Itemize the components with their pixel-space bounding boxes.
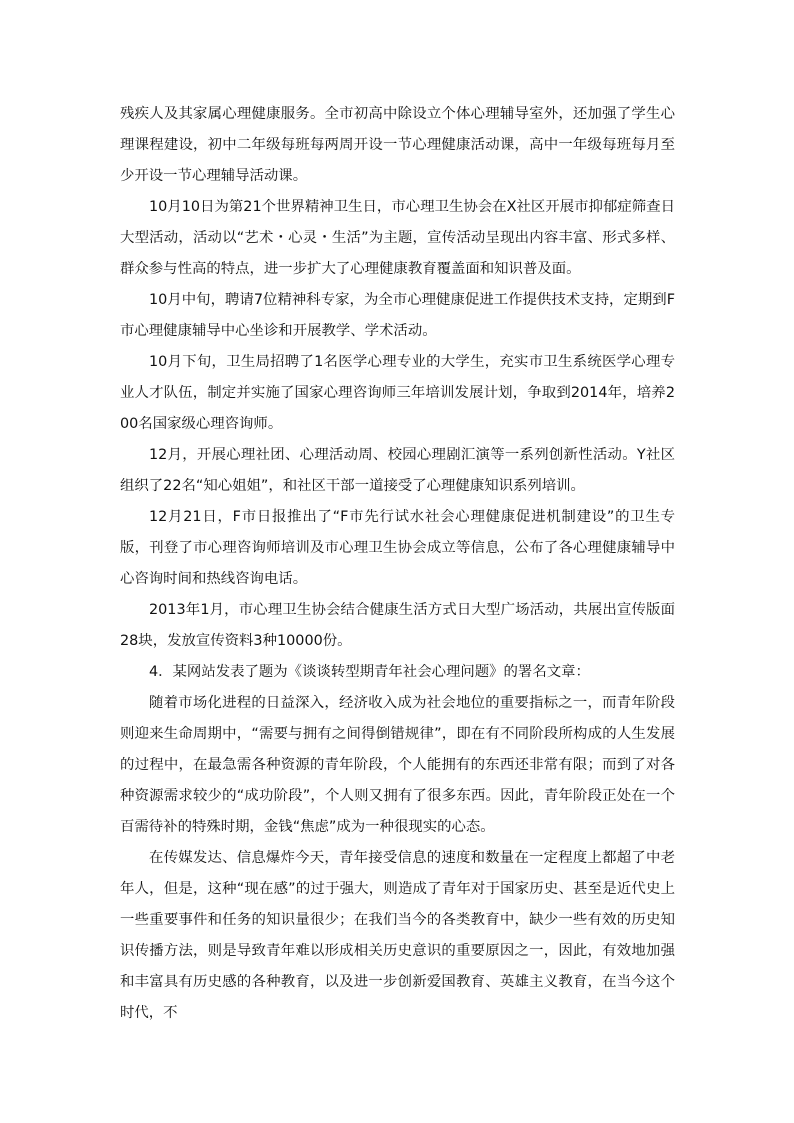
paragraph-2013-jan: 2013年1月，市心理卫生协会结合健康生活方式日大型广场活动，共展出宣传版面28块，发放宣传资料3种10000份。 <box>120 602 675 649</box>
section-heading-4: 4．某网站发表了题为《谈谈转型期青年社会心理问题》的署名文章： <box>149 664 590 680</box>
paragraph-oct-late: 10月下旬，卫生局招聘了1名医学心理专业的大学生，充实市卫生系统医学心理专业人才队伍，制定并实施了国家心理咨询师三年培训发展计划，争取到2014年，培养200名国家级心理咨询师。 <box>120 354 675 432</box>
paragraph-continued: 残疾人及其家属心理健康服务。全市初高中除设立个体心理辅导室外，还加强了学生心理课程建设，初中二年级每班每两周开设一节心理健康活动课，高中一年级每班每月至少开设一节心理辅导活动课。 <box>120 106 675 184</box>
paragraph-oct-mid: 10月中旬，聘请7位精神科专家，为全市心理健康促进工作提供技术支持，定期到F市心理健康辅导中心坐诊和开展教学、学术活动。 <box>120 292 675 339</box>
paragraph-dec: 12月，开展心理社团、心理活动周、校园心理剧汇演等一系列创新性活动。Y社区组织了22名“知心姐姐”，和社区干部一道接受了心理健康知识系列培训。 <box>120 447 675 494</box>
paragraph-article-2: 在传媒发达、信息爆炸今天，青年接受信息的速度和数量在一定程度上都超了中老年人，但是，这种“现在感”的过于强大，则造成了青年对于国家历史、甚至是近代史上一些重要事件和任务的知识量很少；在我们当今的各类教育中，缺少一些有效的历史知识传播方法，则是导致青年难以形成相关历史意识的重要原因之一，因此，有效地加强和丰富具有历史感的各种教育，以及进一步创新爱国教育、英雄主义教育，在当今这个时代，不 <box>120 850 675 1021</box>
document-body <box>120 99 675 1029</box>
paragraph-dec-21: 12月21日，F市日报推出了“F市先行试水社会心理健康促进机制建设”的卫生专版，刊登了市心理咨询师培训及市心理卫生协会成立等信息，公布了各心理健康辅导中心咨询时间和热线咨询电话。 <box>120 509 675 587</box>
paragraph-article-1: 随着市场化进程的日益深入，经济收入成为社会地位的重要指标之一，而青年阶段则迎来生命周期中，“需要与拥有之间得倒错规律”，即在有不同阶段所构成的人生发展的过程中，在最急需各种资源的青年阶段，个人能拥有的东西还非常有限；而到了对各种资源需求较少的“成功阶段”，个人则又拥有了很多东西。因此，青年阶段正处在一个百需待补的特殊时期，金钱“焦虑”成为一种很现实的心态。 <box>120 695 675 835</box>
paragraph-oct-10: 10月10日为第21个世界精神卫生日，市心理卫生协会在X社区开展市抑郁症筛查日大型活动，活动以“艺术・心灵・生活”为主题，宣传活动呈现出内容丰富、形式多样、群众参与性高的特点，进一步扩大了心理健康教育覆盖面和知识普及面。 <box>120 199 675 277</box>
